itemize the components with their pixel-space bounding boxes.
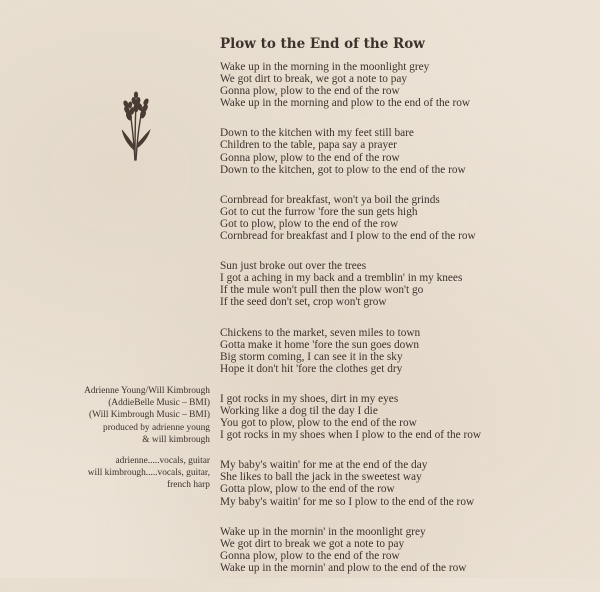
- song-title: Plow to the End of the Row: [220, 36, 425, 52]
- lyric-line: You got to plow, plow to the end of the row: [220, 417, 417, 430]
- lyric-line: I got a aching in my back and a tremblin' in my knees: [220, 272, 463, 285]
- credit-line: Adrienne Young/Will Kimbrough: [84, 386, 210, 396]
- credit-line: (Will Kimbrough Music – BMI): [89, 410, 210, 421]
- lyric-line: Sun just broke out over the trees: [220, 260, 367, 273]
- lyric-line: We got dirt to break we got a note to pay: [220, 537, 405, 550]
- lyric-line: Gonna plow, plow to the end of the row: [220, 85, 400, 98]
- lyric-line: I got rocks in my shoes when I plow to the end of the row: [220, 429, 482, 442]
- credit-line: french harp: [167, 480, 210, 491]
- lyric-line: Hope it don't hit 'fore the clothes get dry: [220, 362, 403, 375]
- credit-line: (AddieBelle Music – BMI): [108, 398, 210, 409]
- performer-credits: [10, 455, 210, 492]
- wheat-icon: [118, 90, 154, 162]
- lyric-line: Children to the table, papa say a prayer: [220, 139, 397, 152]
- lyric-line: My baby's waitin' for me at the end of the day: [220, 459, 428, 472]
- lyric-line: Gonna plow, plow to the end of the row: [220, 151, 400, 164]
- lyric-line: I got rocks in my shoes, dirt in my eyes: [220, 392, 399, 405]
- lyric-line: Cornbread for breakfast and I plow to the end of the row: [220, 230, 476, 243]
- lyric-line: Gotta make it home 'fore the sun goes down: [220, 338, 420, 351]
- lyric-line: Down to the kitchen, got to plow to the end of the row: [220, 163, 466, 176]
- lyric-line: Got to cut the furrow 'fore the sun gets high: [220, 205, 418, 218]
- lyric-line: Chickens to the market, seven miles to town: [220, 326, 421, 339]
- writing-credits: [10, 385, 210, 446]
- lyric-line: Gonna plow, plow to the end of the row: [220, 549, 400, 562]
- lyric-line: Wake up in the mornin' and plow to the end of the row: [220, 561, 467, 574]
- stanza: [220, 194, 590, 242]
- lyrics: [220, 61, 590, 592]
- stanza: [220, 459, 590, 507]
- lyric-line: We got dirt to break, we got a note to pay: [220, 73, 408, 86]
- lyric-line: Down to the kitchen with my feet still bare: [220, 127, 414, 140]
- lyric-line: Big storm coming, I can see it in the sky: [220, 350, 403, 363]
- stanza: [220, 393, 590, 441]
- stanza: [220, 127, 590, 175]
- lyric-line: Working like a dog til the day I die: [220, 404, 378, 417]
- lyric-line: Got to plow, plow to the end of the row: [220, 217, 399, 230]
- lyric-line: Cornbread for breakfast, won't ya boil the grinds: [220, 193, 440, 206]
- stanza: [220, 526, 590, 574]
- lyric-line: Wake up in the morning in the moonlight grey: [220, 61, 430, 73]
- credits: [10, 385, 210, 492]
- credit-spacer: [10, 446, 210, 455]
- lyric-line: If the seed don't set, crop won't grow: [220, 296, 387, 309]
- credit-line: produced by adrienne young: [103, 422, 210, 433]
- credit-line: will kimbrough.....vocals, guitar,: [87, 468, 210, 479]
- lyric-line: She likes to ball the jack in the sweetest way: [220, 471, 422, 484]
- credit-line: & will kimbrough: [142, 434, 210, 445]
- lyric-line: If the mule won't pull then the plow won't go: [220, 284, 424, 297]
- stanza: [220, 61, 590, 109]
- lyric-line: Gotta plow, plow to the end of the row: [220, 483, 395, 496]
- lyric-line: Wake up in the morning and plow to the end of the row: [220, 97, 471, 110]
- stanza: [220, 260, 590, 308]
- lyric-line: Wake up in the mornin' in the moonlight grey: [220, 525, 426, 538]
- credit-line: adrienne.....vocals, guitar: [115, 456, 210, 467]
- lyric-line: My baby's waitin' for me so I plow to the end of the row: [220, 495, 475, 508]
- stanza: [220, 327, 590, 375]
